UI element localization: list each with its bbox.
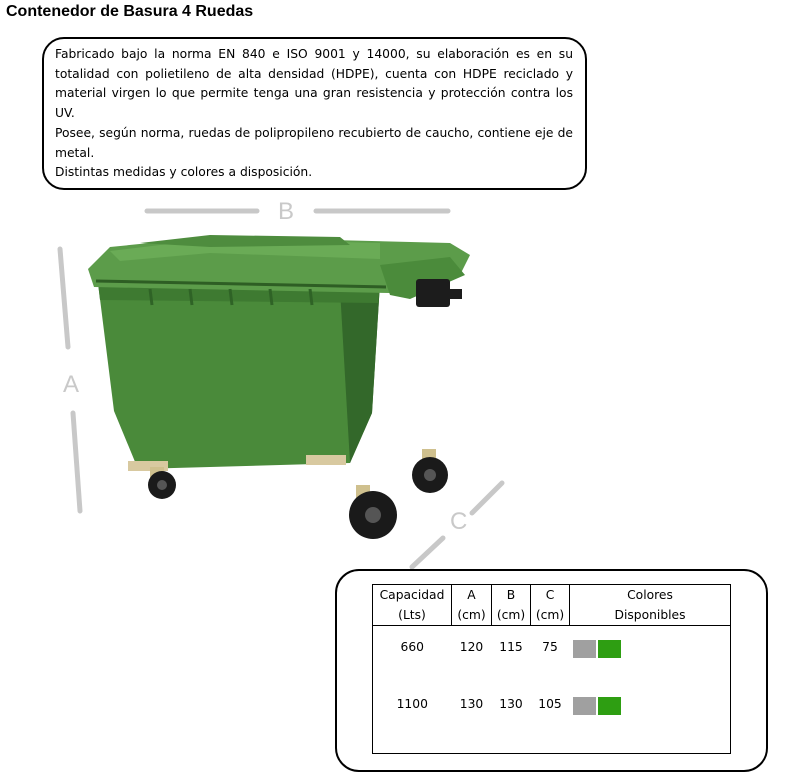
cell-capacidad: 660 <box>400 640 424 654</box>
dim-c-top <box>472 483 502 513</box>
dim-c-bottom <box>412 538 443 567</box>
cell-b: 115 <box>499 640 523 654</box>
page-title: Contenedor de Basura 4 Ruedas <box>6 3 254 20</box>
cell-c: 105 <box>538 697 562 711</box>
color-swatch-gray <box>573 640 596 658</box>
container-illustration <box>50 195 520 575</box>
dimension-label-a: A <box>63 371 80 398</box>
color-swatch-gray <box>573 697 596 715</box>
header-capacidad: Capacidad (Lts) <box>373 585 452 626</box>
header-a: A (cm) <box>452 585 492 626</box>
cell-colors <box>570 626 731 693</box>
table-header-row <box>373 585 731 626</box>
cell-colors <box>570 692 731 754</box>
color-swatch-green <box>598 640 621 658</box>
table-row <box>373 626 731 693</box>
cell-a: 130 <box>459 697 484 711</box>
cell-capacidad: 1100 <box>396 697 428 711</box>
bin-body <box>88 235 470 469</box>
description-paragraph-3: Distintas medidas y colores a disposición. <box>55 165 313 180</box>
dimension-label-c: C <box>450 508 468 535</box>
description-box <box>42 37 587 190</box>
specifications-box <box>335 569 768 772</box>
cell-c: 75 <box>542 640 558 654</box>
dim-a-bottom <box>73 413 80 511</box>
header-b: B (cm) <box>492 585 531 626</box>
specifications-table <box>372 584 731 754</box>
header-c: C (cm) <box>531 585 570 626</box>
description-paragraph-1: Fabricado bajo la norma EN 840 e ISO 9001 y 14000, su elaboración es en su totalidad con polietileno de alta densidad (HDPE), cuenta con HDPE reciclado y material virgen lo que permite tenga una gran resistencia y protección contra los UV. <box>55 47 573 121</box>
cell-b: 130 <box>499 697 523 711</box>
header-colores: Colores Disponibles <box>570 585 731 626</box>
dimension-label-b: B <box>278 198 295 225</box>
table-row <box>373 692 731 754</box>
cell-a: 120 <box>459 640 484 654</box>
dim-a-top <box>60 249 68 347</box>
color-swatch-green <box>598 697 621 715</box>
description-paragraph-2: Posee, según norma, ruedas de polipropileno recubierto de caucho, contiene eje de metal. <box>55 125 573 160</box>
